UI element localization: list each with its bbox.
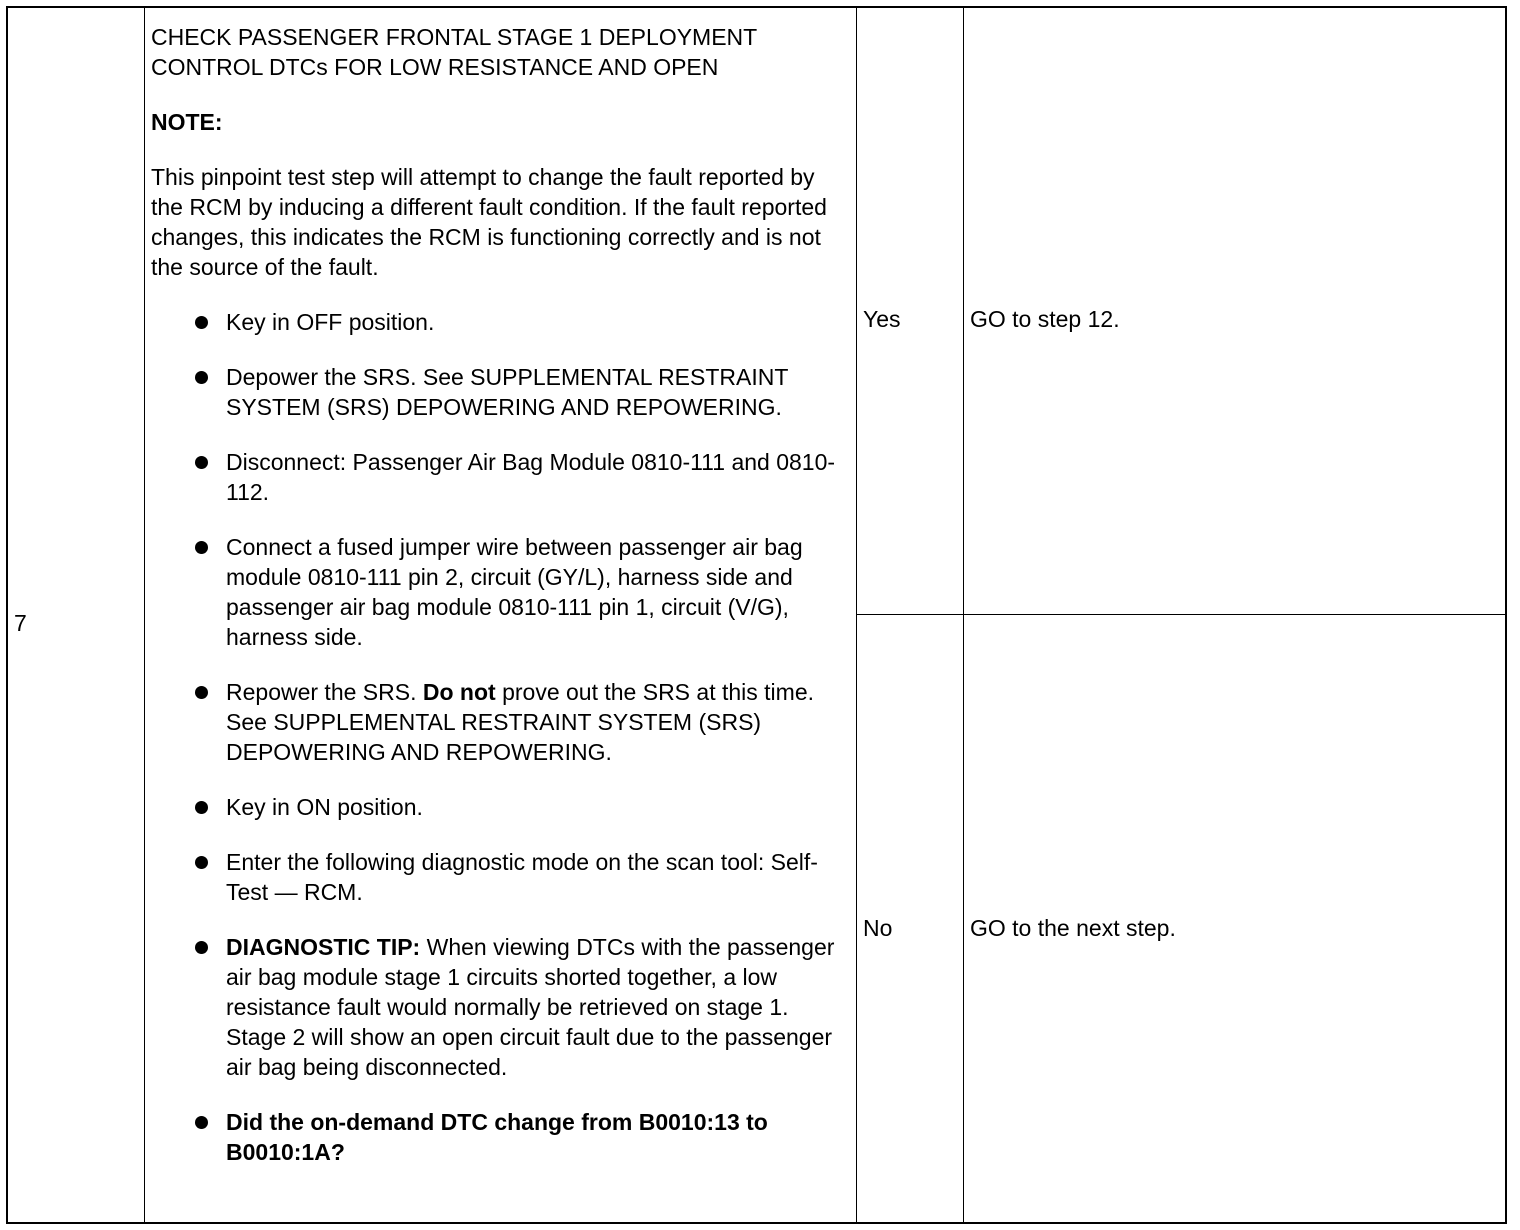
- instruction-text: Enter the following diagnostic mode on the scan tool: Self-Test — RCM.: [226, 849, 818, 905]
- bullet-icon: [195, 316, 208, 329]
- column-divider: [963, 8, 964, 1222]
- list-item: [151, 362, 851, 422]
- diagnostic-table: [6, 6, 1507, 1224]
- list-item: [151, 1107, 851, 1167]
- test-step-content: [151, 22, 851, 1192]
- step-title: CHECK PASSENGER FRONTAL STAGE 1 DEPLOYMENT CONTROL DTCs FOR LOW RESISTANCE AND OPEN: [151, 24, 757, 80]
- list-item: [151, 447, 851, 507]
- bullet-icon: [195, 856, 208, 869]
- bullet-icon: [195, 686, 208, 699]
- emphasis-text: Do not: [422, 679, 496, 705]
- note-text: This pinpoint test step will attempt to change the fault reported by the RCM by inducing a different fault condition. If the fault reported changes, this indicates the RCM is functioning correctly and is not the source of the fault.: [151, 164, 827, 280]
- step-number: 7: [14, 610, 27, 636]
- bullet-icon: [195, 541, 208, 554]
- bullet-icon: [195, 371, 208, 384]
- action-no: GO to the next step.: [970, 915, 1176, 941]
- instruction-text: Depower the SRS. See SUPPLEMENTAL RESTRAINT SYSTEM (SRS) DEPOWERING AND REPOWERING.: [226, 364, 788, 420]
- instruction-text: prove out the SRS at this time. See SUPPLEMENTAL RESTRAINT SYSTEM (SRS) DEPOWERING AND REPOWERING.: [226, 679, 815, 765]
- instruction-text: Repower the SRS.: [226, 679, 417, 705]
- list-item: [151, 307, 851, 337]
- instruction-list: [151, 307, 851, 1167]
- bullet-icon: [195, 801, 208, 814]
- column-divider: [856, 8, 857, 1222]
- instruction-text: Key in OFF position.: [226, 309, 435, 335]
- instruction-text: Key in ON position.: [226, 794, 423, 820]
- bullet-icon: [195, 1116, 208, 1129]
- question-text: Did the on-demand DTC change from B0010:13 to B0010:1A?: [226, 1109, 768, 1165]
- diagnostic-tip-label: DIAGNOSTIC TIP:: [226, 934, 421, 960]
- action-yes: GO to step 12.: [970, 306, 1120, 332]
- list-item: [151, 847, 851, 907]
- answer-yes: Yes: [863, 306, 901, 332]
- instruction-text: When viewing DTCs with the passenger air bag module stage 1 circuits shorted together, a low resistance fault would normally be retrieved on stage 1. Stage 2 will show an open circuit fault due to the passenger air bag being disconnected.: [226, 934, 835, 1080]
- note-label: NOTE:: [151, 109, 223, 135]
- list-item: [151, 677, 851, 767]
- list-item: [151, 532, 851, 652]
- instruction-text: Disconnect: Passenger Air Bag Module 0810-111 and 0810-112.: [226, 449, 836, 505]
- list-item: [151, 932, 851, 1082]
- row-divider: [856, 614, 1505, 615]
- bullet-icon: [195, 941, 208, 954]
- answer-no: No: [863, 915, 893, 941]
- bullet-icon: [195, 456, 208, 469]
- instruction-text: Connect a fused jumper wire between passenger air bag module 0810-111 pin 2, circuit (GY/L), harness side and passenger air bag module 0810-111 pin 1, circuit (V/G), harness side.: [226, 534, 803, 650]
- column-divider: [144, 8, 145, 1222]
- list-item: [151, 792, 851, 822]
